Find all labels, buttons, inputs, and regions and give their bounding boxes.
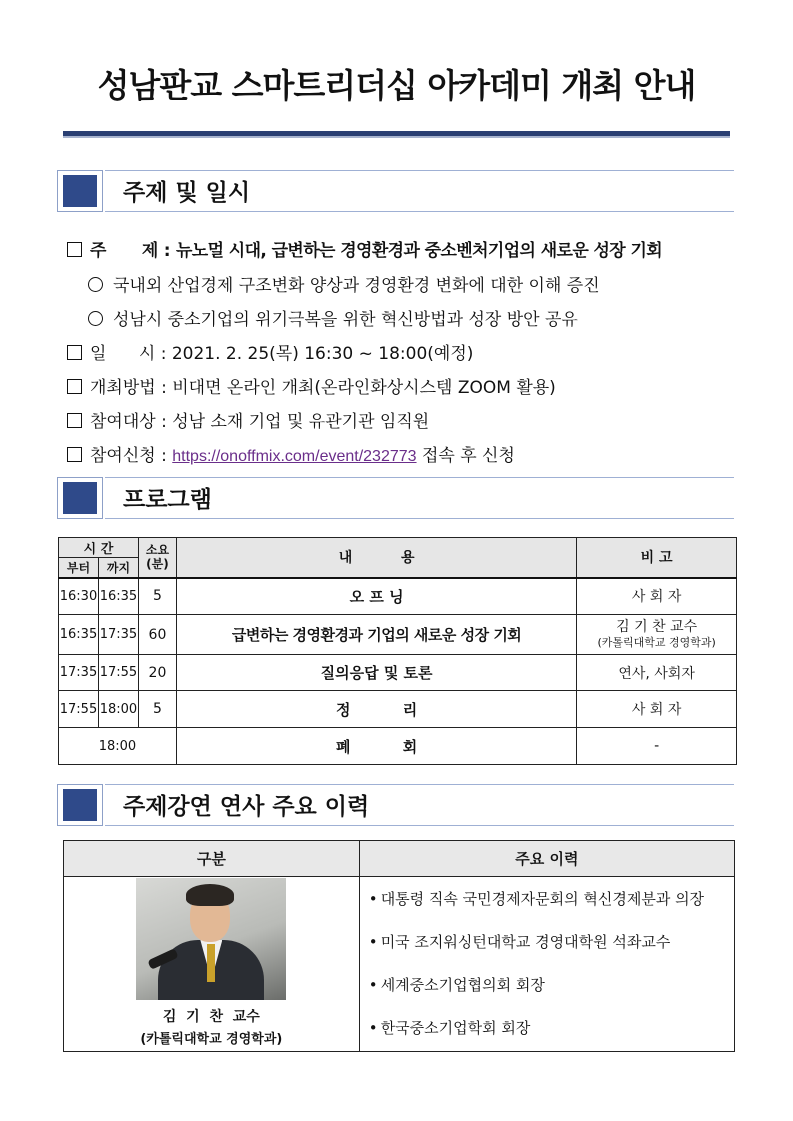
content-header: 내 용 (176, 538, 576, 578)
method-value: : 비대면 온라인 개최(온라인화상시스템 ZOOM 활용) (161, 378, 556, 398)
from-header: 부터 (59, 558, 99, 578)
speaker-cell (64, 877, 360, 1052)
apply-row (67, 441, 515, 466)
speaker-affiliation: (카톨릭대학교 경영학과) (597, 635, 716, 649)
from-cell: 16:30 (59, 578, 99, 615)
checkbox-icon (67, 447, 82, 462)
title-divider (63, 131, 730, 138)
note-cell: 연사, 사회자 (577, 655, 737, 691)
apply-label: 참여신청 (90, 446, 156, 466)
checkbox-icon (67, 413, 82, 428)
topic-row (67, 236, 662, 261)
method-label: 개최방법 (90, 378, 156, 398)
to-cell: 16:35 (98, 578, 138, 615)
page-title: 성남판교 스마트리더십 아카데미 개최 안내 (97, 66, 696, 105)
note-cell: 사 회 자 (577, 691, 737, 728)
speaker-photo (136, 878, 286, 1000)
close-time-cell: 18:00 (59, 728, 177, 765)
category-header: 구분 (64, 841, 360, 877)
note-header: 비 고 (577, 538, 737, 578)
section-title: 주제 및 일시 (123, 180, 251, 206)
circle-bullet-icon (88, 277, 103, 292)
to-header: 까지 (98, 558, 138, 578)
from-cell: 16:35 (59, 615, 99, 655)
registration-link[interactable]: https://onoffmix.com/event/232773 (172, 448, 417, 465)
content-cell: 정 리 (176, 691, 576, 728)
checkbox-icon (67, 379, 82, 394)
program-table (58, 537, 737, 765)
to-cell: 17:55 (98, 655, 138, 691)
table-row (59, 728, 737, 765)
topic-label: 주 제 (90, 241, 159, 261)
list-item: • 한국중소기업학회 회장 (369, 1007, 733, 1050)
topic-separator: : (163, 241, 171, 261)
section-marker-icon (57, 170, 103, 212)
section-title: 프로그램 (123, 487, 212, 513)
list-item: • 세계중소기업협의회 회장 (369, 964, 733, 1007)
speaker-affiliation: (카톨릭대학교 경영학과) (140, 1032, 283, 1047)
duration-cell: 20 (138, 655, 176, 691)
circle-bullet-icon (88, 311, 103, 326)
section-marker-icon (57, 784, 103, 826)
apply-separator: : (161, 446, 167, 466)
speaker-name: 김 기 찬 교수 (616, 618, 698, 635)
duration-cell: 60 (138, 615, 176, 655)
note-cell: 사 회 자 (577, 578, 737, 615)
speaker-name: 김 기 찬 교수 (162, 1009, 260, 1025)
from-cell: 17:55 (59, 691, 99, 728)
duration-cell: 5 (138, 691, 176, 728)
to-cell: 17:35 (98, 615, 138, 655)
method-row (67, 373, 556, 398)
target-label: 참여대상 (90, 412, 156, 432)
subpoint-row-1 (88, 271, 600, 296)
career-header: 주요 이력 (359, 841, 734, 877)
target-row (67, 407, 429, 432)
table-row (59, 691, 737, 728)
time-header: 시 간 (59, 538, 139, 558)
date-row (67, 339, 473, 364)
content-cell: 오 프 닝 (176, 578, 576, 615)
career-list (361, 878, 733, 1050)
career-cell (359, 877, 734, 1052)
subpoint-row-2 (88, 305, 578, 330)
to-cell: 18:00 (98, 691, 138, 728)
table-row (59, 578, 737, 615)
table-row (59, 655, 737, 691)
section-title: 주제강연 연사 주요 이력 (123, 794, 370, 820)
checkbox-icon (67, 242, 82, 257)
content-cell: 급변하는 경영환경과 기업의 새로운 성장 기회 (176, 615, 576, 655)
from-cell: 17:35 (59, 655, 99, 691)
section-header-program (57, 477, 734, 519)
subpoint-text: 성남시 중소기업의 위기극복을 위한 혁신방법과 성장 방안 공유 (113, 310, 578, 330)
section-marker-icon (57, 477, 103, 519)
list-item: • 미국 조지워싱턴대학교 경영대학원 석좌교수 (369, 921, 733, 964)
note-cell (577, 615, 737, 655)
section-header-schedule (57, 170, 734, 212)
date-value: : 2021. 2. 25(목) 16:30 ~ 18:00(예정) (160, 344, 474, 364)
topic-value: 뉴노멀 시대, 급변하는 경영환경과 중소벤처기업의 새로운 성장 기회 (175, 241, 663, 261)
note-cell: - (577, 728, 737, 765)
content-cell: 질의응답 및 토론 (176, 655, 576, 691)
duration-cell: 5 (138, 578, 176, 615)
target-value: : 성남 소재 기업 및 유관기관 임직원 (161, 412, 430, 432)
apply-suffix: 접속 후 신청 (421, 446, 515, 466)
table-row (59, 615, 737, 655)
subpoint-text: 국내외 산업경제 구조변화 양상과 경영환경 변화에 대한 이해 증진 (113, 276, 600, 296)
speaker-bio-table (63, 840, 735, 1052)
duration-header: 소요 (분) (138, 538, 176, 578)
content-cell: 폐 회 (176, 728, 576, 765)
checkbox-icon (67, 345, 82, 360)
date-label: 일 시 (90, 344, 156, 364)
list-item: • 대통령 직속 국민경제자문회의 혁신경제분과 의장 (369, 878, 733, 921)
section-header-speaker (57, 784, 734, 826)
